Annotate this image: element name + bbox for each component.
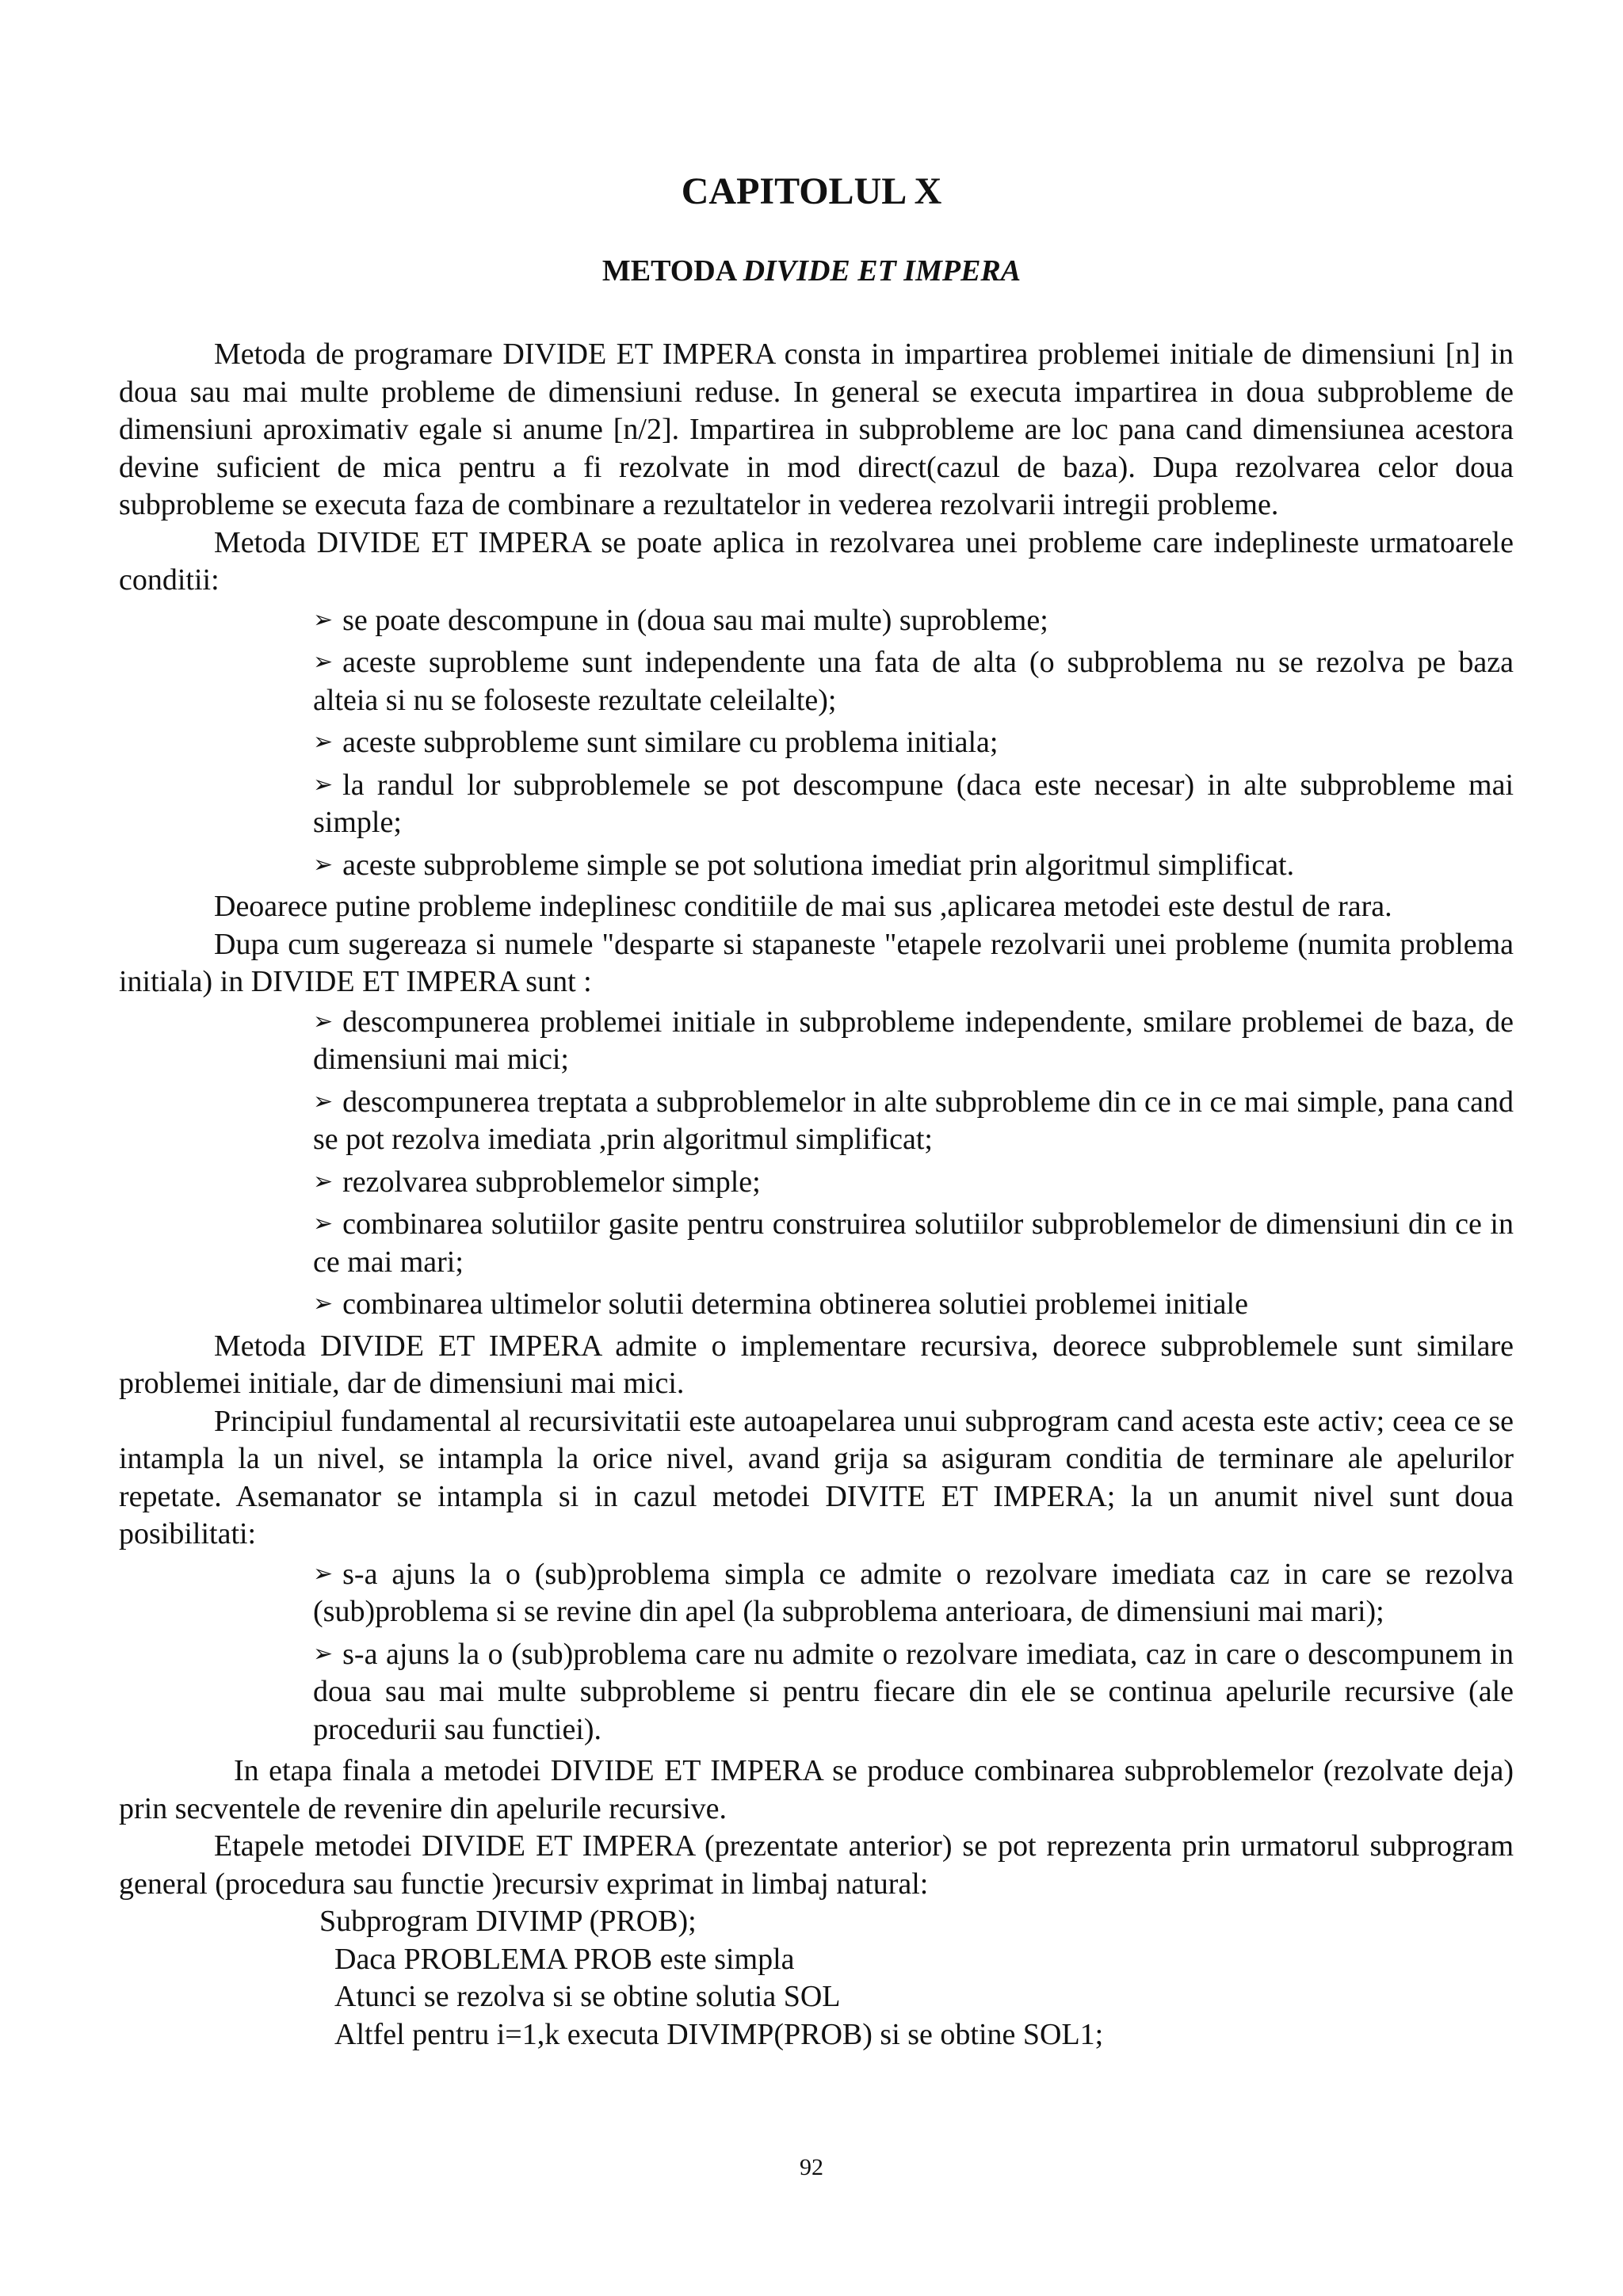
stages-list: [119, 1003, 1514, 1324]
list-item: ➢ se poate descompune in (doua sau mai multe) suprobleme;: [313, 601, 1514, 640]
paragraph: Deoarece putine probleme indeplinesc conditiile de mai sus ,aplicarea metodei este destul de rara.: [214, 890, 1392, 923]
paragraph: Dupa cum sugereaza si numele "desparte si stapaneste "etapele rezolvarii unei probleme (numita problema initiala) in DIVIDE ET IMPERA sunt :: [119, 927, 1514, 998]
arrow-bullet-icon: ➢: [313, 649, 334, 675]
list-item: ➢ aceste subprobleme simple se pot solutiona imediat prin algoritmul simplificat.: [313, 846, 1514, 885]
list-item: ➢ combinarea ultimelor solutii determina obtinerea solutiei problemei initiale: [313, 1285, 1514, 1324]
paragraph: Metoda de programare DIVIDE ET IMPERA consta in impartirea problemei initiale de dimensiuni [n] in doua sau mai multe probleme de dimensiuni reduse. In general se executa impartirea in doua subprobleme de dimensiuni aproximativ egale si anume [n/2]. Impartirea in subprobleme are loc pana cand dimensiunea acestora devine suficient de mica pentru a fi rezolvate in mod direct(cazul de baza). Dupa rezolvarea celor doua subprobleme se executa faza de combinare a rezultatelor in vederea rezolvarii intregii probleme.: [119, 338, 1514, 521]
arrow-bullet-icon: ➢: [313, 1211, 334, 1237]
arrow-bullet-icon: ➢: [313, 771, 334, 798]
code-line: Altfel pentru i=1,k executa DIVIMP(PROB) si se obtine SOL1;: [334, 2017, 1104, 2051]
list-item: ➢ s-a ajuns la o (sub)problema care nu admite o rezolvare imediata, caz in care o descompunem in doua sau mai multe subprobleme si pentru fiecare din ele se continua apelurile recursive (ale procedurii sau functiei).: [313, 1635, 1514, 1749]
arrow-bullet-icon: ➢: [313, 1291, 334, 1317]
arrow-bullet-icon: ➢: [313, 729, 334, 755]
list-item: ➢ la randul lor subproblemele se pot descompune (daca este necesar) in alte subprobleme mai simple;: [313, 766, 1514, 842]
arrow-bullet-icon: ➢: [313, 1088, 334, 1115]
arrow-bullet-icon: ➢: [313, 851, 334, 878]
list-item: ➢ aceste suprobleme sunt independente una fata de alta (o subproblema nu se rezolva pe baza alteia si nu se foloseste rezultate celeilalte);: [313, 643, 1514, 719]
list-item: ➢ aceste subprobleme sunt similare cu problema initiala;: [313, 723, 1514, 762]
arrow-bullet-icon: ➢: [313, 1560, 334, 1587]
paragraph: In etapa finala a metodei DIVIDE ET IMPERA se produce combinarea subproblemelor (rezolvate deja) prin secventele de revenire din apelurile recursive.: [119, 1754, 1514, 1825]
paragraph: Metoda DIVIDE ET IMPERA se poate aplica in rezolvarea unei probleme care indeplineste urmatoarele conditii:: [119, 525, 1514, 597]
arrow-bullet-icon: ➢: [313, 606, 334, 633]
subtitle-prefix: METODA: [601, 254, 743, 288]
document-body: [119, 336, 1514, 2054]
list-item: ➢ descompunerea problemei initiale in subprobleme independente, smilare problemei de baza, de dimensiuni mai mici;: [313, 1003, 1514, 1079]
code-line: Atunci se rezolva si se obtine solutia SOL: [334, 1980, 841, 2013]
paragraph: Metoda DIVIDE ET IMPERA admite o implementare recursiva, deorece subproblemele sunt similare problemei initiale, dar de dimensiuni mai mici.: [119, 1329, 1514, 1400]
arrow-bullet-icon: ➢: [313, 1008, 334, 1035]
code-line: Subprogram DIVIMP (PROB);: [319, 1905, 697, 1938]
list-item: ➢ combinarea solutiilor gasite pentru construirea solutiilor subproblemelor de dimensiuni din ce in ce mai mari;: [313, 1205, 1514, 1281]
list-item: ➢ descompunerea treptata a subproblemelor in alte subprobleme din ce in ce mai simple, pana cand se pot rezolva imediata ,prin algoritmul simplificat;: [313, 1083, 1514, 1159]
possibilities-list: [119, 1555, 1514, 1749]
chapter-title: CAPITOLUL X: [681, 170, 942, 212]
conditions-list: [119, 601, 1514, 885]
code-line: Daca PROBLEMA PROB este simpla: [334, 1942, 795, 1976]
pseudocode-block: [119, 1903, 1514, 2054]
paragraph: Principiul fundamental al recursivitatii este autoapelarea unui subprogram cand acesta este activ; ceea ce se intampla la un nivel, se intampla la orice nivel, avand grija sa asiguram conditia de terminare ale apelurilor repetate. Asemanator se intampla si in cazul metodei DIVITE ET IMPERA; la un anumit nivel sunt doua posibilitati:: [119, 1404, 1514, 1550]
page-number: 92: [800, 2154, 823, 2180]
list-item: ➢ rezolvarea subproblemelor simple;: [313, 1163, 1514, 1202]
arrow-bullet-icon: ➢: [313, 1640, 334, 1667]
subtitle-italic: DIVIDE ET IMPERA: [743, 254, 1022, 288]
list-item: ➢ s-a ajuns la o (sub)problema simpla ce admite o rezolvare imediata caz in care se rezolva (sub)problema si se revine din apel (la subproblema anterioara, de dimensiuni mai mari);: [313, 1555, 1514, 1631]
paragraph: Etapele metodei DIVIDE ET IMPERA (prezentate anterior) se pot reprezenta prin urmatorul subprogram general (procedura sau functie )recursiv exprimat in limbaj natural:: [119, 1829, 1514, 1901]
section-subtitle: [0, 252, 1623, 290]
arrow-bullet-icon: ➢: [313, 1168, 334, 1195]
